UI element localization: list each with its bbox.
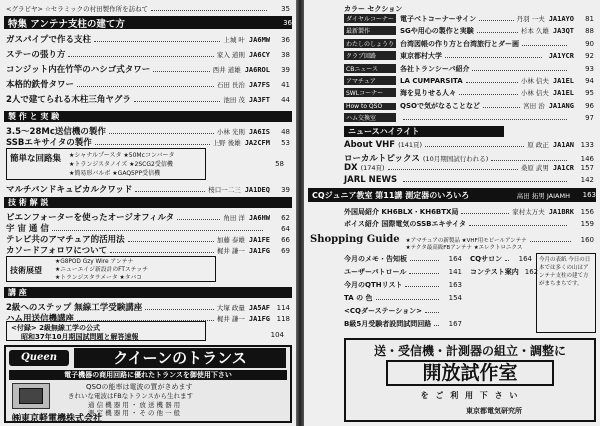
ad-list: 通 信 機 器 用 ・ 放 送 機 器 用 bbox=[88, 401, 181, 409]
misc-title: 今月のメモ・告知板 bbox=[344, 255, 407, 263]
ad-line: きれいな電波はFBなトランスから生れます bbox=[68, 392, 194, 400]
toc-entry bbox=[344, 26, 594, 36]
section-title: 講 座 bbox=[8, 288, 27, 297]
misc-page: 167 bbox=[448, 320, 462, 328]
leader-dots bbox=[405, 281, 439, 287]
entry-title: JARL NEWS bbox=[344, 174, 398, 185]
leader-dots bbox=[466, 77, 518, 83]
entry-callsign: JA1DEQ bbox=[244, 186, 270, 194]
misc-title: コンテスト案内 bbox=[470, 268, 519, 276]
entry-callsign: JA1AYO bbox=[548, 15, 574, 23]
section-bar bbox=[4, 197, 292, 208]
entry-page: 93 bbox=[585, 64, 594, 73]
toc-entry bbox=[6, 48, 290, 60]
queen-ad bbox=[4, 345, 292, 423]
entry-page: 48 bbox=[281, 128, 290, 136]
entry-page: 133 bbox=[580, 141, 594, 149]
misc-page: 162 bbox=[524, 268, 539, 276]
entry-callsign: JA2CFM bbox=[244, 139, 270, 147]
toc-entry bbox=[344, 140, 594, 150]
entry-page: 118 bbox=[276, 315, 290, 323]
leader-dots bbox=[128, 236, 214, 242]
shopping-line: ★テクタ最高級FBアンテナ ★エレクトロニクス bbox=[405, 245, 523, 251]
entry-title: 海を見りせる人々 bbox=[400, 89, 456, 98]
news-bar bbox=[344, 126, 504, 137]
toc-entry bbox=[344, 51, 594, 61]
tech-box-line: ★トランジスタラメータ ★タバコ bbox=[55, 275, 143, 281]
entry-author: 加藤 泰雄 bbox=[216, 236, 245, 244]
left-page bbox=[0, 0, 296, 426]
workshop-ad bbox=[344, 338, 596, 422]
entry-page: 39 bbox=[281, 186, 290, 194]
gravure-title: <グラビヤ> ☆セラミックの村田製作所を訪ねて bbox=[6, 5, 148, 13]
book-gutter bbox=[296, 0, 304, 426]
entry-callsign: JA1FE bbox=[248, 236, 270, 244]
misc-entry bbox=[344, 267, 462, 277]
supplement-line: <付録> 2級無線工学の公式 bbox=[11, 324, 101, 332]
leader-dots bbox=[409, 268, 439, 274]
entry-author: 小林 光則 bbox=[216, 128, 245, 136]
entry-author: 桑原 武男 bbox=[520, 164, 549, 172]
shopping-page: 160 bbox=[580, 236, 594, 244]
feature-page: 36 bbox=[283, 18, 292, 27]
entry-page: 157 bbox=[580, 164, 594, 172]
entry-callsign: JA5AF bbox=[248, 304, 270, 312]
entry-tag: ハム交換室 bbox=[344, 113, 396, 122]
leader-dots bbox=[134, 96, 220, 102]
entry-tag: わたしのしょうり bbox=[346, 40, 395, 48]
misc-entry bbox=[344, 319, 462, 329]
entry-page: 114 bbox=[276, 304, 290, 312]
entry-callsign: JA3QT bbox=[552, 27, 574, 36]
entry-title: ガスパイプで作る支柱 bbox=[6, 35, 92, 45]
leader-dots bbox=[425, 307, 439, 313]
tech-box-lines bbox=[55, 258, 148, 282]
entry-callsign: JA7FS bbox=[248, 81, 270, 89]
workshop-ad-company: 東京都電気研究所 bbox=[466, 407, 522, 415]
shopping-title: Shopping Guide bbox=[310, 234, 400, 245]
leader-dots bbox=[388, 164, 518, 170]
entry-title: 3.5〜28Mc送信機の製作 bbox=[6, 127, 106, 137]
entry-page: 142 bbox=[580, 175, 594, 184]
entry-page: 96 bbox=[585, 101, 594, 110]
misc-title: CQサロン bbox=[470, 255, 503, 263]
entry-author: 丹羽 一夫 bbox=[516, 15, 545, 23]
queen-logo: Queen bbox=[9, 350, 69, 366]
color-section-title: カラー セクション bbox=[344, 5, 403, 13]
misc-page: 164 bbox=[518, 255, 532, 263]
ad-company: ㈱東京軽電機株式会社 bbox=[12, 414, 103, 424]
entry-callsign: JA1EL bbox=[552, 77, 574, 85]
entry-title: テレビ共のアマチュア的活用法 bbox=[6, 235, 125, 245]
leader-dots bbox=[425, 141, 524, 147]
entry-page: 64 bbox=[281, 225, 290, 233]
entry-author: 家入 道則 bbox=[216, 51, 245, 59]
entry-author: 石田 長治 bbox=[216, 81, 245, 89]
entry-title: SGや用心の製作と実験 bbox=[400, 27, 474, 36]
entry-title: 2級へのステップ 無線工学受験講座 bbox=[6, 303, 143, 313]
entry-title: カソードフォロワについて bbox=[6, 246, 108, 256]
section-bar bbox=[4, 287, 292, 298]
entry-author: 梶井 謙一 bbox=[216, 315, 245, 323]
toc-entry bbox=[6, 136, 290, 148]
entry-page: 159 bbox=[580, 220, 594, 228]
entry-title: 台湾図帳の作り方と台湾旅行とダー画 bbox=[400, 39, 520, 48]
circuit-box-line: ★トランジスタノイズ ★2SCG2受信機 bbox=[69, 161, 173, 168]
entry-author: 小林 信夫 bbox=[520, 77, 549, 85]
leader-dots bbox=[153, 66, 209, 72]
entry-tag: クラブ回路 bbox=[344, 51, 396, 60]
toc-entry bbox=[344, 101, 594, 111]
misc-entry bbox=[470, 254, 532, 264]
section-title: 技 術 解 説 bbox=[8, 198, 49, 207]
ad-subtitle: 電子機器の商用回路に優れたトランスを御使用下さい bbox=[9, 370, 287, 380]
tech-box-title: 技術展望 bbox=[10, 266, 42, 275]
toc-entry bbox=[6, 244, 290, 256]
entry-callsign: JA3FT bbox=[248, 96, 270, 104]
leader-dots bbox=[403, 114, 567, 120]
entry-page: 81 bbox=[585, 15, 594, 23]
entry-title: QSOで気がなることなど bbox=[400, 101, 480, 110]
misc-title: 今月のQTHリスト bbox=[344, 281, 403, 289]
entry-page: 92 bbox=[585, 52, 594, 61]
toc-entry bbox=[344, 152, 594, 164]
entry-page: 156 bbox=[580, 208, 594, 216]
misc-page: 154 bbox=[448, 294, 462, 302]
entry-tag: ダイヤルコーナー bbox=[344, 14, 396, 23]
circuit-box-line: ★シャナルプースタ ★50Mcコンバータ bbox=[69, 152, 175, 159]
entry-author: 西井 道雄 bbox=[212, 66, 241, 74]
entry-callsign: JA1ANG bbox=[548, 101, 574, 110]
toc-entry bbox=[344, 207, 594, 217]
entry-page: 69 bbox=[281, 247, 290, 255]
entry-author: 小林 信夫 bbox=[520, 89, 549, 98]
section-title: 製 作 と 実 験 bbox=[8, 112, 60, 121]
entry-page: 38 bbox=[281, 51, 290, 59]
leader-dots bbox=[177, 214, 220, 220]
leader-dots bbox=[505, 255, 509, 261]
entry-callsign: JA6HW bbox=[248, 214, 270, 222]
ad-title: クイーンのトランス bbox=[74, 348, 286, 368]
entry-title: 外国局紹介 KH6BLX・KH6BTX局 bbox=[344, 208, 459, 216]
supplement-box bbox=[6, 321, 206, 341]
leader-dots bbox=[469, 220, 567, 226]
leader-dots bbox=[522, 40, 567, 46]
entry-title: ステーの張り方 bbox=[6, 50, 66, 60]
entry-author: 桜口一二三 bbox=[208, 186, 241, 194]
entry-title: LA CUMPARSITA bbox=[400, 77, 463, 85]
entry-title: 各社トランシーバ紹介 bbox=[400, 64, 470, 73]
entry-tag: SWLコーナー bbox=[344, 88, 396, 97]
right-page bbox=[304, 0, 600, 426]
leader-dots bbox=[109, 128, 214, 134]
circuit-box-line: ★簡易形バルボ ★GAQ5PP受信機 bbox=[69, 170, 161, 177]
leader-dots bbox=[94, 36, 220, 42]
ad-line: QSOの能率は電波の質がきめます bbox=[86, 383, 193, 391]
tech-box-line: ★G8POD Gzy Wire アンテナ bbox=[55, 259, 134, 265]
entry-callsign: JA1EL bbox=[552, 89, 574, 98]
leader-dots bbox=[110, 247, 214, 253]
leader-dots bbox=[434, 320, 439, 326]
entry-title: SSBエキサイタの製作 bbox=[6, 138, 92, 148]
entry-callsign: JA1FG bbox=[248, 247, 270, 255]
section-bar bbox=[4, 111, 292, 122]
entry-author: 原 政正 bbox=[527, 141, 549, 149]
misc-entry bbox=[344, 280, 462, 290]
entry-title: 電子ベトコーナーサイン bbox=[400, 15, 477, 23]
leader-dots bbox=[491, 155, 567, 161]
leader-dots bbox=[483, 102, 520, 108]
entry-subtitle: (10月期国試行われる) bbox=[422, 154, 489, 163]
entry-author: 池田 茂 bbox=[223, 96, 245, 104]
misc-entry bbox=[470, 267, 539, 277]
entry-callsign: JA1FG bbox=[248, 315, 270, 323]
entry-page: 90 bbox=[585, 39, 594, 48]
circuit-box-page: 58 bbox=[275, 160, 284, 168]
toc-entry bbox=[344, 88, 594, 98]
entry-title: ハム用送信機講座 bbox=[6, 314, 75, 324]
cq-author: 高田 拓男 JAIAMH bbox=[516, 191, 570, 200]
entry-author: 上城 叶 bbox=[223, 36, 245, 44]
entry-callsign: JA1AN bbox=[552, 141, 574, 149]
toc-entry bbox=[344, 39, 594, 49]
entry-title: コンジット内在竹竿のハシゴ式タワー bbox=[6, 65, 151, 75]
leader-dots bbox=[477, 27, 518, 33]
toc-entry bbox=[6, 33, 290, 45]
leader-dots bbox=[410, 255, 439, 261]
entry-page: 62 bbox=[281, 214, 290, 222]
leader-dots bbox=[479, 15, 513, 21]
tech-box bbox=[6, 256, 216, 282]
leader-dots bbox=[445, 52, 542, 58]
entry-title: ピエンフォーターを使ったオージオフィルタ bbox=[6, 213, 175, 223]
workshop-ad-sub: を ご 利 用 下 さ い bbox=[420, 391, 520, 400]
workshop-ad-title: 開放試作室 bbox=[386, 360, 554, 386]
misc-title: <CQダーステーション> bbox=[344, 307, 423, 315]
entry-callsign: JA1CR bbox=[552, 164, 574, 172]
entry-page: 88 bbox=[585, 27, 594, 36]
cover-note: 今月の表紙 今日の日本では多くの山はアンテナ支柱の建て方がまちまちです。 bbox=[536, 253, 596, 333]
entry-title: 宇 宙 通 信 bbox=[6, 224, 49, 234]
cq-bar bbox=[308, 188, 596, 202]
misc-entry bbox=[344, 306, 462, 316]
toc-entry bbox=[344, 175, 594, 185]
entry-page: 41 bbox=[281, 81, 290, 89]
feature-bar bbox=[4, 16, 292, 29]
entry-subtitle: (141頁) bbox=[398, 141, 423, 149]
supplement-line: 昭和37年10月期国試問題と解答速報 bbox=[21, 333, 139, 341]
toc-entry bbox=[344, 64, 594, 74]
entry-page: 66 bbox=[281, 236, 290, 244]
entry-callsign: JA6ROL bbox=[244, 66, 270, 74]
entry-page: 94 bbox=[585, 77, 594, 85]
entry-title: 2人で建てられる木柱三角ヤグラ bbox=[6, 95, 131, 105]
leader-dots bbox=[376, 294, 439, 300]
leader-dots bbox=[459, 89, 518, 95]
entry-callsign: JA1BRK bbox=[548, 208, 574, 216]
leader-dots bbox=[77, 81, 214, 87]
entry-author: 家村太万夫 bbox=[512, 208, 545, 216]
circuit-box-lines bbox=[69, 151, 174, 178]
tech-box-line: ★ニューエイジ新設計のFTステッチ bbox=[55, 267, 149, 273]
workshop-ad-top: 送・受信機・計測器の組立・調整に bbox=[373, 344, 566, 358]
toc-entry bbox=[344, 76, 594, 85]
misc-page: 141 bbox=[448, 268, 462, 276]
entry-title: マルチバンドキュビカルクワッド bbox=[6, 185, 133, 195]
entry-tag: アマチュア bbox=[344, 76, 396, 85]
toc-entry bbox=[344, 219, 594, 229]
leader-dots bbox=[472, 65, 567, 71]
shopping-line: ★アマチュアの新製品 ★VHF用モビールアンテナ bbox=[405, 238, 527, 244]
entry-title: DX bbox=[344, 163, 358, 173]
entry-author: 角田 洋 bbox=[223, 214, 245, 222]
page-number: 35 bbox=[281, 5, 290, 13]
entry-title: 本格的鉄骨タワー bbox=[6, 80, 75, 90]
shopping-guide bbox=[310, 234, 594, 252]
entry-author: 梶井 謙一 bbox=[216, 247, 245, 255]
entry-page: 146 bbox=[580, 154, 594, 163]
cq-title: CQジュニア教室 第11講 測定器のいろいろ bbox=[312, 190, 470, 200]
entry-title: ボイス紹介 国際電気のSSBエキサイタ bbox=[344, 220, 466, 228]
misc-entry bbox=[344, 293, 462, 303]
ad-list: 測 定 機 器 用 ・ そ の 他 一 般 bbox=[88, 409, 181, 417]
circuit-box-title: 簡単な回路集 bbox=[10, 154, 62, 164]
entry-page: 36 bbox=[281, 36, 290, 44]
entry-callsign: JA6MW bbox=[248, 36, 270, 44]
toc-entry bbox=[344, 14, 594, 24]
entry-title: About VHF bbox=[344, 140, 396, 150]
circuit-box bbox=[6, 148, 206, 180]
misc-page: 163 bbox=[448, 281, 462, 289]
leader-dots bbox=[145, 304, 214, 310]
entry-callsign: JA6CY bbox=[248, 51, 270, 59]
entry-page: 44 bbox=[281, 96, 290, 104]
entry-author: 杉本 久雄 bbox=[520, 27, 549, 36]
entry-callsign: JA6IS bbox=[248, 128, 270, 136]
toc-entry bbox=[6, 63, 290, 75]
toc-entry bbox=[344, 163, 594, 173]
entry-callsign: JA1YCR bbox=[548, 52, 574, 61]
supplement-page: 104 bbox=[270, 331, 284, 339]
entry-title: ローカルトピックス bbox=[344, 153, 420, 164]
toc-entry bbox=[6, 93, 290, 105]
entry-page: 53 bbox=[281, 139, 290, 147]
gravure-banner bbox=[6, 4, 290, 13]
entry-tag: 最新製作 bbox=[344, 26, 396, 35]
leader-dots bbox=[95, 139, 210, 145]
leader-dots bbox=[461, 208, 509, 214]
toc-entry bbox=[6, 78, 290, 90]
misc-page: 164 bbox=[448, 255, 462, 263]
entry-author: 大塚 政量 bbox=[216, 304, 245, 312]
entry-page: 95 bbox=[585, 89, 594, 98]
misc-title: B級5月受験者設問試問回路 bbox=[344, 320, 432, 328]
cq-page: 163 bbox=[582, 191, 596, 199]
entry-tag: How to QSO bbox=[344, 103, 396, 110]
leader-dots bbox=[403, 176, 567, 182]
entry-title: 東京都村大学 bbox=[400, 52, 442, 61]
entry-author: 宮田 治 bbox=[523, 101, 545, 110]
transformer-image bbox=[12, 383, 50, 409]
entry-author: 上野 後雄 bbox=[212, 139, 241, 147]
entry-page: 97 bbox=[585, 114, 594, 123]
entry-subtitle: (174頁) bbox=[360, 164, 385, 172]
toc-entry bbox=[344, 113, 594, 122]
news-title: ニュースハイライト bbox=[348, 127, 420, 136]
misc-title: ユーザーパトロール bbox=[344, 268, 407, 276]
entry-tag: CBニュース bbox=[344, 64, 396, 73]
misc-title: TA の 色 bbox=[344, 294, 373, 302]
leader-dots bbox=[52, 225, 263, 231]
misc-entry bbox=[344, 254, 462, 264]
feature-title: 特集 アンテナ支柱の建て方 bbox=[8, 18, 125, 30]
toc-entry bbox=[6, 183, 290, 195]
leader-dots bbox=[68, 51, 214, 57]
entry-page: 39 bbox=[281, 66, 290, 74]
